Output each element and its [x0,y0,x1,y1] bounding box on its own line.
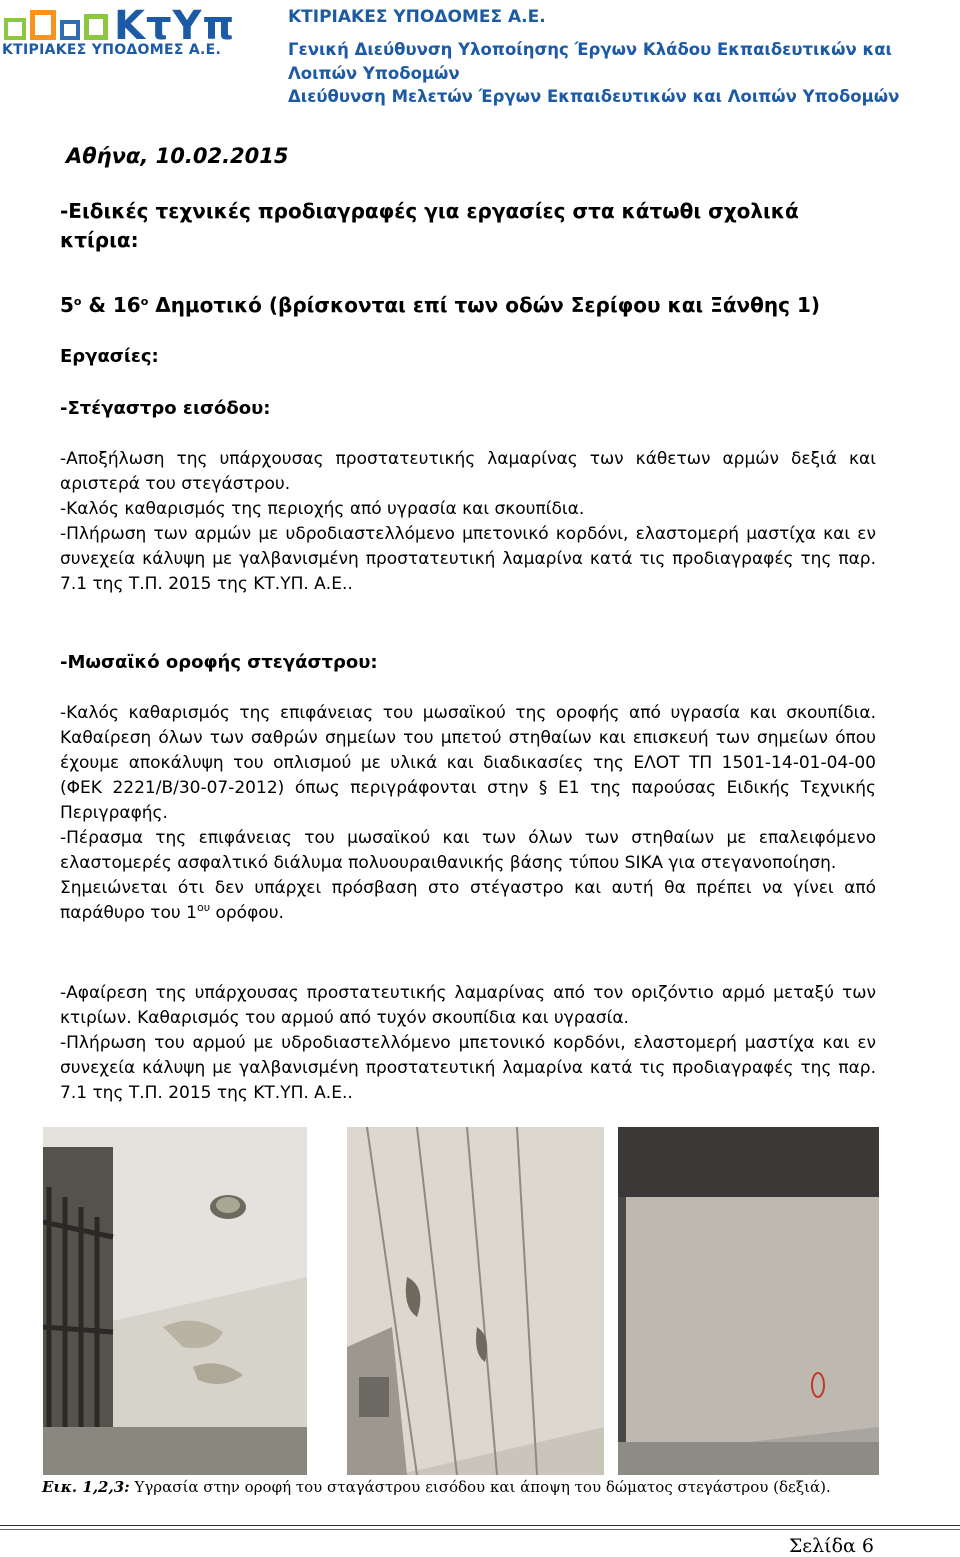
joint-paragraph-2: -Πλήρωση του αρμού με υδροδιαστελλόμενο μπετονικό κορδόνι, ελαστομερή μαστίχα και εν συνεχεία κάλυψη με γαλβανισμένη προστατευτική λαμαρίνα κατά τις προδιαγραφές της παρ. 7.1 της Τ.Π. 2015 της ΚΤ.ΥΠ. Α.Ε.. [60,1033,876,1103]
ordinal-sup-3: ου [196,901,211,914]
mosaic-paragraph-2: -Πέρασμα της επιφάνειας του μωσαϊκού και των όλων των στηθαίων με επαλειφόμενο ελαστομερές ασφαλτικό διάλυμα πολυουραιθανικής βάσης τύπου SIKA για στεγανοποίηση. [60,828,876,873]
school-number-1: 5 [60,293,74,317]
caption-text: Υγρασία στην οροφή του σταγάστρου εισόδου και άποψη του δώματος στεγάστρου (δεξιά). [129,1478,831,1496]
logo-wordmark: ΚτΥπ [114,3,236,49]
mosaic-p3-end: ορόφου. [210,903,284,923]
canopy-paragraph-3: -Πλήρωση των αρμών με υδροδιαστελλόμενο μπετονικό κορδόνι, ελαστομερή μαστίχα και εν συνεχεία κάλυψη με γαλβανισμένη προστατευτική λαμαρίνα κατά τις προδιαγραφές της παρ. 7.1 της Τ.Π. 2015 της ΚΤ.ΥΠ. Α.Ε.. [60,524,876,594]
header-org-name: ΚΤΙΡΙΑΚΕΣ ΥΠΟΔΟΜΕΣ Α.Ε. [288,7,546,27]
caption-label: Εικ. 1,2,3: [42,1478,130,1496]
canopy-paragraph-1: -Αποξήλωση της υπάρχουσας προστατευτικής λαμαρίνας των κάθετων αρμών δεξιά και αριστερά του στεγάστρου. [60,449,876,494]
canopy-paragraph-2: -Καλός καθαρισμός της περιοχής από υγρασία και σκουπίδια. [60,499,585,519]
mosaic-paragraph-1: -Καλός καθαρισμός της επιφάνειας του μωσαϊκού της οροφής από υγρασία και σκουπίδια. Καθαίρεση όλων των σαθρών σημείων του μπετού στηθαίων και επισκευή των σημείων όπου έχουμε αποκάλυψη του οπλισμού με υλικά και διαδικασίες της ΕΛΟΤ ΤΠ 1501-14-01-04-00 (ΦΕΚ 2221/Β/30-07-2012) όπως περιγράφονται στην § Ε1 της παρούσας Ειδικής Τεχνικής Περιγραφής. [60,703,876,823]
schools-heading [60,291,876,320]
school-number-2: & 16 [81,293,141,317]
company-logo [2,4,274,60]
mosaic-title: -Μωσαϊκό οροφής στεγάστρου: [60,652,378,673]
page-number: Σελίδα 6 [788,1535,874,1557]
photo-2-image [347,1127,604,1475]
footer-divider-2 [0,1529,960,1530]
photo-1 [43,1127,307,1475]
header-line-3: Διεύθυνση Μελετών Έργων Εκπαιδευτικών και Λοιπών Υποδομών [288,87,900,106]
photo-3-image [618,1127,879,1475]
canopy-section [60,447,876,597]
logo-subtitle: ΚΤΙΡΙΑΚΕΣ ΥΠΟΔΟΜΕΣ Α.Ε. [2,42,222,58]
mosaic-section [60,701,876,926]
figure-caption [42,1478,831,1496]
photo-3 [618,1127,879,1475]
works-label: Εργασίες: [60,346,159,367]
joint-section [60,981,876,1106]
document-title [60,197,876,255]
schools-location: Δημοτικό (βρίσκονται επί των οδών Σερίφου και Ξάνθης 1) [148,293,821,317]
title-line-1: -Ειδικές τεχνικές προδιαγραφές για εργασίες στα κάτωθι σχολικά [60,199,799,223]
mosaic-paragraph-3 [60,876,876,926]
mosaic-p3-text: Σημειώνεται ότι δεν υπάρχει πρόσβαση στο στέγαστρο και αυτή θα πρέπει να γίνει από παράθυρο του 1 [60,878,876,923]
header-line-2: Λοιπών Υποδομών [288,64,460,83]
photo-1-image [43,1127,307,1475]
header-line-1: Γενική Διεύθυνση Υλοποίησης Έργων Κλάδου Εκπαιδευτικών και [288,40,892,59]
document-date: Αθήνα, 10.02.2015 [66,144,289,168]
footer-divider [0,1525,960,1526]
joint-paragraph-1: -Αφαίρεση της υπάρχουσας προστατευτικής λαμαρίνας από τον οριζόντιο αρμό μεταξύ των κτιρίων. Καθαρισμός του αρμού από τυχόν σκουπίδια και υγρασία. [60,983,876,1028]
logo-buildings-icon [2,4,114,44]
title-line-2: κτίρια: [60,228,139,252]
ordinal-sup-2: ο [140,295,149,308]
photo-2 [347,1127,604,1475]
canopy-title: -Στέγαστρο εισόδου: [60,398,271,419]
ordinal-sup-1: ο [73,295,82,308]
